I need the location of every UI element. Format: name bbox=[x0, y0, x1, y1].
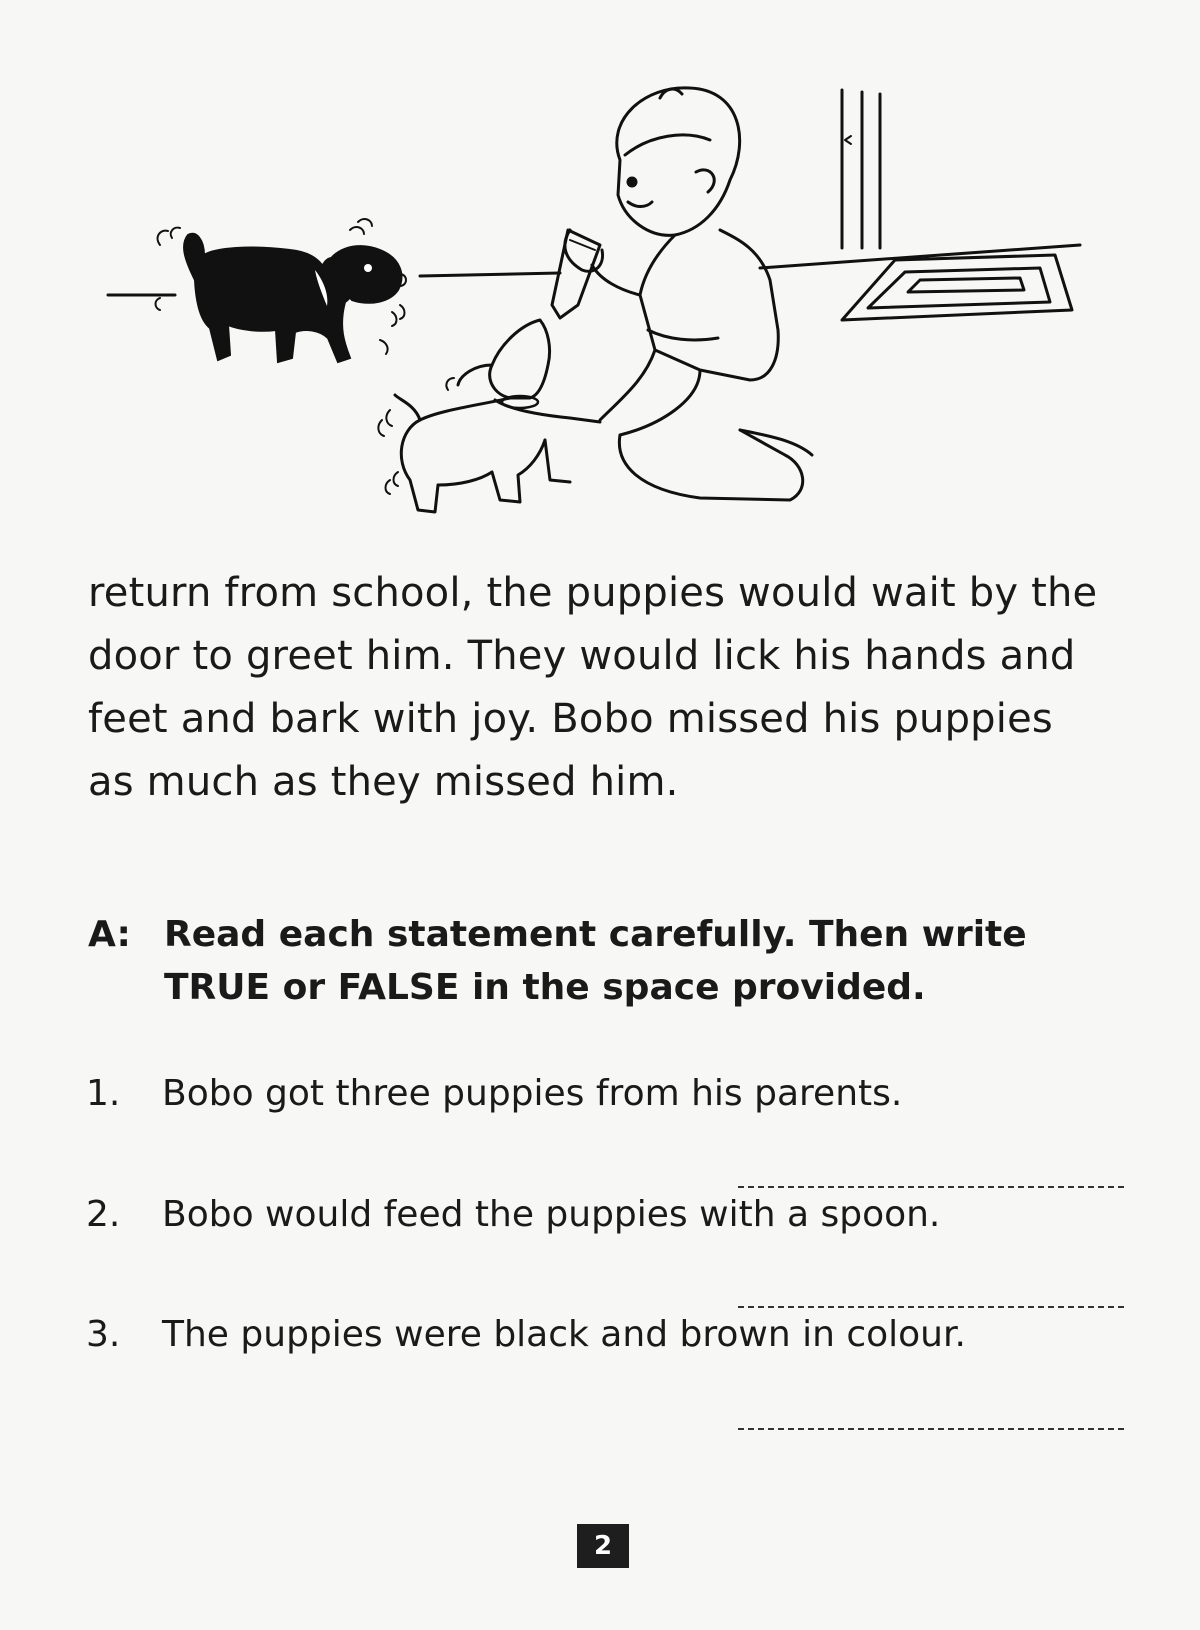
question-statement: The puppies were black and brown in colour. bbox=[162, 1314, 966, 1355]
instruction-line-2: TRUE or FALSE in the space provided. bbox=[164, 967, 926, 1008]
instruction-line-1: Read each statement carefully. Then write bbox=[164, 914, 1027, 955]
answer-line-2[interactable] bbox=[738, 1306, 1124, 1308]
answer-line-3[interactable] bbox=[738, 1428, 1124, 1430]
question-number: 2. bbox=[86, 1194, 121, 1235]
page-number: 2 bbox=[577, 1524, 629, 1568]
question-number: 1. bbox=[86, 1073, 121, 1114]
section-label: A: bbox=[88, 914, 131, 955]
passage-line: return from school, the puppies would wait by the bbox=[88, 570, 1098, 616]
question-number: 3. bbox=[86, 1314, 121, 1355]
passage-line: feet and bark with joy. Bobo missed his puppies bbox=[88, 696, 1053, 742]
section-a-instruction bbox=[88, 908, 1120, 1014]
question-statement: Bobo would feed the puppies with a spoon. bbox=[162, 1194, 941, 1235]
answer-line-1[interactable] bbox=[738, 1186, 1124, 1188]
passage-line: as much as they missed him. bbox=[88, 759, 679, 805]
story-illustration bbox=[100, 80, 1120, 560]
story-passage bbox=[88, 562, 1120, 814]
passage-line: door to greet him. They would lick his hands and bbox=[88, 633, 1076, 679]
question-statement: Bobo got three puppies from his parents. bbox=[162, 1073, 903, 1114]
